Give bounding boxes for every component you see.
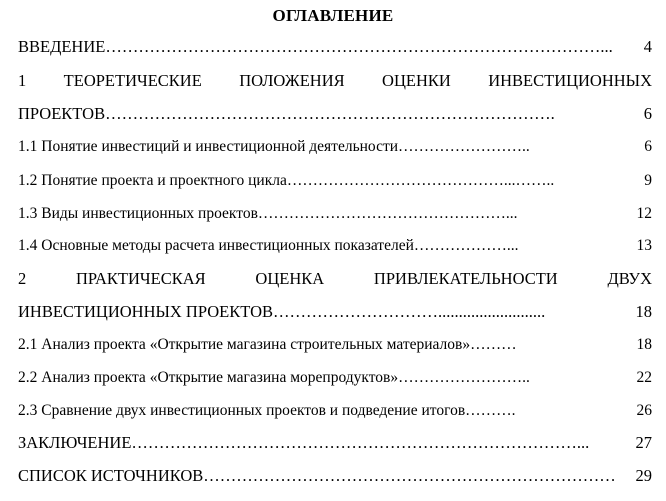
- toc-leader-dots: ……………………..: [398, 369, 530, 386]
- toc-entry-label: 1.3 Виды инвестиционных проектов: [18, 205, 258, 222]
- toc-leader-dots: ……………………..: [398, 138, 530, 155]
- toc-entry-chapter2[interactable]: [18, 302, 652, 322]
- toc-entry-label: ВВЕДЕНИЕ: [18, 37, 106, 56]
- toc-page-number: 26: [636, 402, 652, 419]
- toc-leader-dots: …………………………………………………………………: [203, 466, 616, 485]
- toc-leader-dots: …………………………..........................: [273, 302, 546, 321]
- toc-entry-1-3[interactable]: [18, 204, 652, 224]
- toc-leader-dots: ……………………………………………………………………….: [105, 104, 555, 123]
- toc-entry-label: 2.2 Анализ проекта «Открытие магазина морепродуктов»: [18, 369, 399, 386]
- toc-entry-label: ЗАКЛЮЧЕНИЕ: [18, 433, 132, 452]
- toc-entry-label: 1.2 Понятие проекта и проектного цикла: [18, 172, 287, 189]
- toc-entry-1-2[interactable]: [18, 171, 652, 191]
- toc-entry-chapter1-line1[interactable]: 1 ТЕОРЕТИЧЕСКИЕ ПОЛОЖЕНИЯ ОЦЕНКИ ИНВЕСТИЦИОННЫХ: [18, 71, 652, 90]
- toc-entry-1-4[interactable]: [18, 236, 652, 256]
- toc-entry-2-1[interactable]: [18, 335, 652, 355]
- toc-entry-label: 2.3 Сравнение двух инвестиционных проектов и подведение итогов: [18, 402, 466, 419]
- toc-entry-chapter1[interactable]: [18, 104, 652, 124]
- toc-entry-label: 2.1 Анализ проекта «Открытие магазина строительных материалов»: [18, 336, 471, 353]
- toc-page-number: 18: [635, 302, 652, 321]
- toc-leader-dots: ……….: [465, 402, 516, 419]
- toc-leader-dots: …………………………………………...: [257, 205, 518, 222]
- toc-page-number: 6: [643, 104, 652, 123]
- toc-leader-dots: ………………...: [413, 237, 519, 254]
- toc-entry-chapter2-line1[interactable]: 2 ПРАКТИЧЕСКАЯ ОЦЕНКА ПРИВЛЕКАТЕЛЬНОСТИ ДВУХ: [18, 269, 652, 288]
- toc-entry-2-3[interactable]: [18, 401, 652, 421]
- toc-leader-dots: ………………………………………………………………………...: [131, 433, 590, 452]
- toc-entry-references[interactable]: [18, 466, 652, 486]
- toc-leader-dots: ……………………………………...……..: [286, 172, 555, 189]
- toc-page-number: 4: [643, 37, 652, 56]
- toc-page-number: 9: [644, 172, 652, 189]
- toc-entry-label: ИНВЕСТИЦИОННЫХ ПРОЕКТОВ: [18, 302, 274, 321]
- toc-page-number: 18: [636, 336, 652, 353]
- toc-leader-dots: ………………………………………………………………………………...: [105, 37, 613, 56]
- toc-entry-label: 1.4 Основные методы расчета инвестиционных показателей: [18, 237, 414, 254]
- toc-page-number: 29: [635, 466, 652, 485]
- toc-page-number: 27: [635, 433, 652, 452]
- toc-page-number: 6: [644, 138, 652, 155]
- toc-leader-dots: ………: [470, 336, 517, 353]
- toc-entry-1-1[interactable]: [18, 137, 652, 157]
- toc-entry-label: ПРОЕКТОВ: [18, 104, 106, 123]
- toc-entry-2-2[interactable]: [18, 368, 652, 388]
- toc-page-number: 13: [636, 237, 652, 254]
- toc-entry-label: СПИСОК ИСТОЧНИКОВ: [18, 466, 204, 485]
- toc-page-number: 12: [636, 205, 652, 222]
- toc-heading: ОГЛАВЛЕНИЕ: [272, 6, 394, 25]
- toc-entry-label: 1.1 Понятие инвестиций и инвестиционной деятельности: [18, 138, 399, 155]
- toc-page-number: 22: [636, 369, 652, 386]
- toc-entry-conclusion[interactable]: [18, 433, 652, 453]
- toc-entry-introduction[interactable]: [18, 37, 652, 57]
